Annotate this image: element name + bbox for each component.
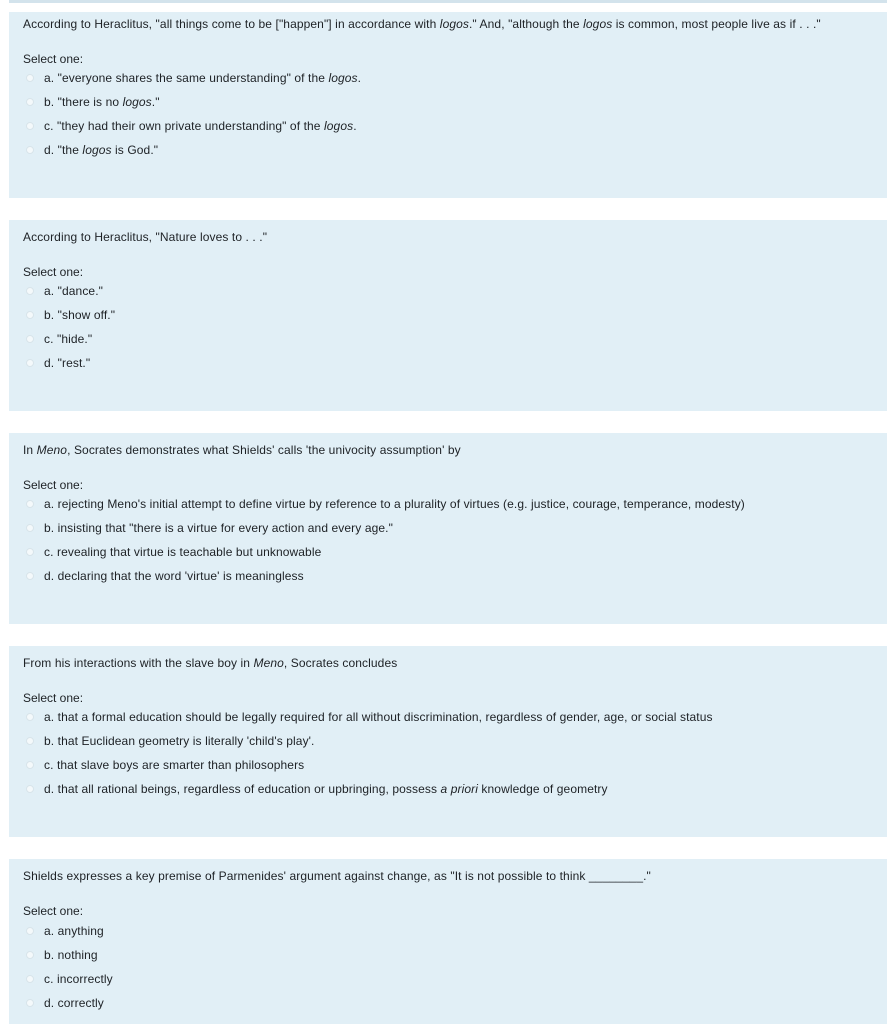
- answer-list: [23, 492, 873, 588]
- select-prompt: Select one:: [23, 904, 84, 918]
- answer-option[interactable]: b. "show off.": [23, 303, 873, 327]
- question-text: According to Heraclitus, "all things come to be ["happen"] in accordance with logos." And, "although the logos is common, most people live as if . . .": [23, 17, 821, 31]
- answer-list: [23, 279, 873, 375]
- radio-button[interactable]: [26, 335, 34, 343]
- answer-option[interactable]: c. "hide.": [23, 327, 873, 351]
- question-1: [9, 12, 887, 198]
- radio-button[interactable]: [26, 74, 34, 82]
- radio-button[interactable]: [26, 359, 34, 367]
- radio-button[interactable]: [26, 713, 34, 721]
- radio-button[interactable]: [26, 548, 34, 556]
- question-5: [9, 859, 887, 1024]
- radio-button[interactable]: [26, 122, 34, 130]
- select-prompt: Select one:: [23, 265, 84, 279]
- question-2: [9, 220, 887, 411]
- radio-button[interactable]: [26, 500, 34, 508]
- radio-button[interactable]: [26, 524, 34, 532]
- question-text: According to Heraclitus, "Nature loves to . . .": [23, 230, 268, 244]
- radio-button[interactable]: [26, 146, 34, 154]
- radio-button[interactable]: [26, 737, 34, 745]
- select-prompt: Select one:: [23, 52, 84, 66]
- top-divider: [9, 0, 887, 3]
- question-text: In Meno, Socrates demonstrates what Shields' calls 'the univocity assumption' by: [23, 443, 461, 457]
- answer-option[interactable]: b. insisting that "there is a virtue for every action and every age.": [23, 516, 873, 540]
- question-4: [9, 646, 887, 837]
- answer-option[interactable]: d. declaring that the word 'virtue' is meaningless: [23, 564, 873, 588]
- answer-option[interactable]: c. that slave boys are smarter than philosophers: [23, 753, 873, 777]
- question-text: From his interactions with the slave boy in Meno, Socrates concludes: [23, 656, 398, 670]
- answer-option[interactable]: c. "they had their own private understanding" of the logos.: [23, 114, 873, 138]
- answer-option[interactable]: c. revealing that virtue is teachable but unknowable: [23, 540, 873, 564]
- question-text: Shields expresses a key premise of Parmenides' argument against change, as "It is not possible to think ________.": [23, 869, 651, 883]
- radio-button[interactable]: [26, 311, 34, 319]
- radio-button[interactable]: [26, 999, 34, 1007]
- answer-option[interactable]: b. "there is no logos.": [23, 90, 873, 114]
- radio-button[interactable]: [26, 975, 34, 983]
- answer-option[interactable]: a. "everyone shares the same understanding" of the logos.: [23, 66, 873, 90]
- radio-button[interactable]: [26, 572, 34, 580]
- answer-option[interactable]: a. rejecting Meno's initial attempt to define virtue by reference to a plurality of virtues (e.g. justice, courage, temperance, modesty): [23, 492, 873, 516]
- radio-button[interactable]: [26, 927, 34, 935]
- answer-option[interactable]: d. correctly: [23, 991, 873, 1015]
- answer-option[interactable]: d. "the logos is God.": [23, 138, 873, 162]
- answer-list: [23, 66, 873, 162]
- answer-option[interactable]: d. that all rational beings, regardless of education or upbringing, possess a priori knowledge of geometry: [23, 777, 873, 801]
- answer-option[interactable]: a. that a formal education should be legally required for all without discrimination, regardless of gender, age, or social status: [23, 705, 873, 729]
- answer-option[interactable]: b. nothing: [23, 943, 873, 967]
- answer-list: [23, 919, 873, 1015]
- select-prompt: Select one:: [23, 691, 84, 705]
- radio-button[interactable]: [26, 98, 34, 106]
- answer-option[interactable]: b. that Euclidean geometry is literally 'child's play'.: [23, 729, 873, 753]
- radio-button[interactable]: [26, 951, 34, 959]
- answer-option[interactable]: a. anything: [23, 919, 873, 943]
- radio-button[interactable]: [26, 761, 34, 769]
- select-prompt: Select one:: [23, 478, 84, 492]
- radio-button[interactable]: [26, 287, 34, 295]
- radio-button[interactable]: [26, 785, 34, 793]
- answer-option[interactable]: a. "dance.": [23, 279, 873, 303]
- question-3: [9, 433, 887, 624]
- answer-option[interactable]: d. "rest.": [23, 351, 873, 375]
- answer-list: [23, 705, 873, 801]
- answer-option[interactable]: c. incorrectly: [23, 967, 873, 991]
